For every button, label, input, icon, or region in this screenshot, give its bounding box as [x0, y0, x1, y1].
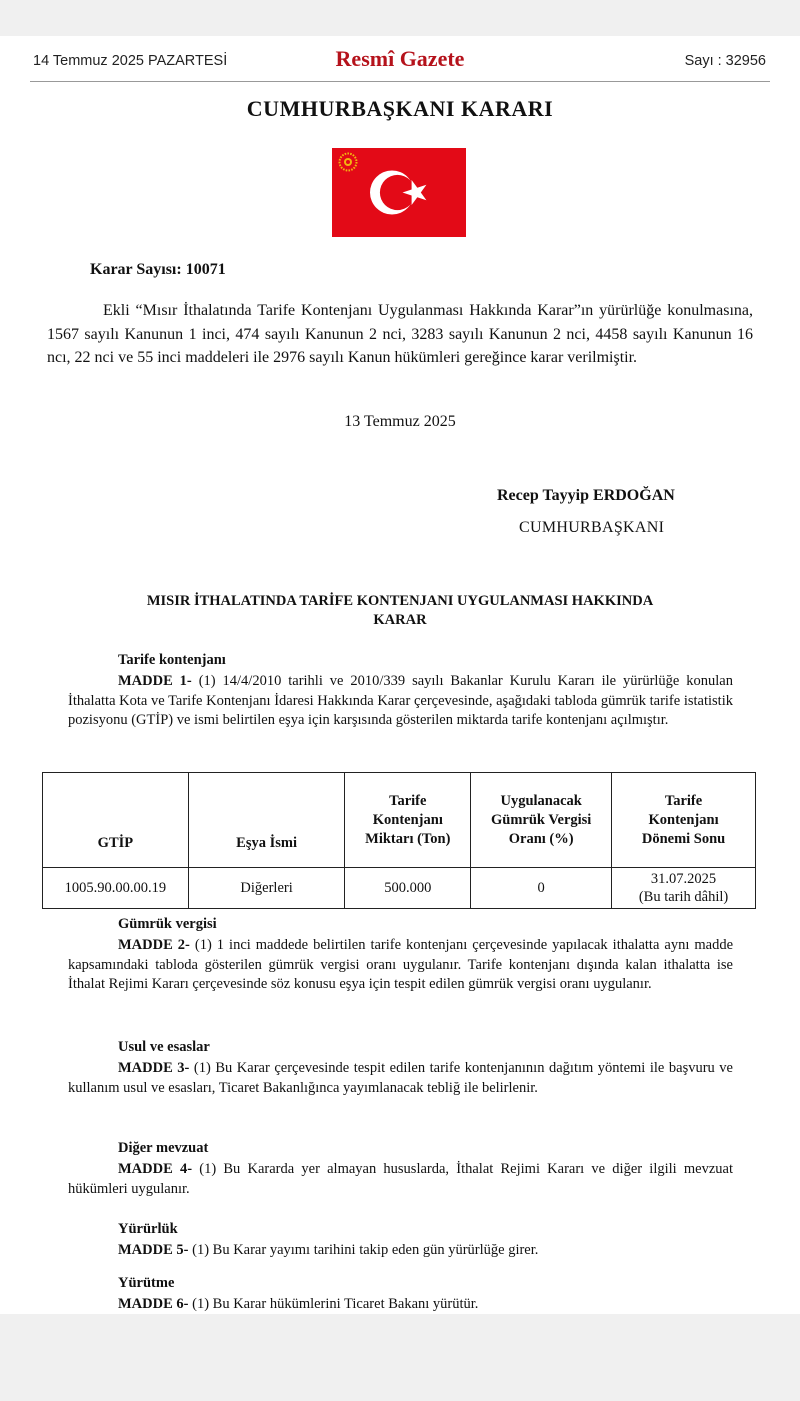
decree-title [60, 592, 740, 630]
article-1-label: MADDE 1- [118, 673, 192, 689]
col-duty-rate: Uygulanacak Gümrük Vergisi Oranı (%) [471, 773, 612, 868]
decision-number: Karar Sayısı: 10071 [90, 261, 226, 278]
signer-title: CUMHURBAŞKANI [519, 519, 665, 536]
gazette-page [0, 36, 800, 1314]
article-6-heading: Yürütme [118, 1275, 175, 1291]
article-6-label: MADDE 6- [118, 1296, 189, 1312]
cell-item-name: Diğerleri [188, 868, 345, 909]
article-5-text: (1) Bu Karar yayımı tarihini takip eden gün yürürlüğe girer. [192, 1242, 539, 1258]
intro-text: Ekli “Mısır İthalatında Tarife Kontenjanı Uygulanması Hakkında Karar”ın yürürlüğe konulmasına, 1567 sayılı Kanunun 1 inci, 474 sayılı Kanunun 2 nci, 3283 sayılı Kanunun 2 nci, 4458 sayılı Kanunun 16 ncı, 22 nci ve 55 inci maddeleri ile 2976 sayılı Kanun hükümleri gereğince karar verilmiştir. [47, 302, 753, 366]
article-1-text: (1) 14/4/2010 tarihli ve 2010/339 sayılı Bakanlar Kurulu Kararı ile yürürlüğe konulan İthalatta Kota ve Tarife Kontenjanı İdaresi Hakkında Karar çerçevesinde, aşağıdaki tabloda gümrük tarife istatistik pozisyonu (GTİP) ve ismi belirtilen eşya için karşısında gösterilen miktarda tarife kontenjanı açılmıştır. [68, 673, 733, 728]
publication-date: 14 Temmuz 2025 PAZARTESİ [33, 53, 228, 69]
masthead-divider [30, 81, 770, 82]
cell-quantity: 500.000 [345, 868, 471, 909]
article-5-label: MADDE 5- [118, 1242, 189, 1258]
flag-emblem-icon [332, 148, 466, 237]
col-item-name: Eşya İsmi [188, 773, 345, 868]
article-2-heading: Gümrük vergisi [118, 916, 217, 932]
end-date: 31.07.2025 [650, 871, 717, 887]
article-3-label: MADDE 3- [118, 1060, 190, 1076]
col-period-end: Tarife Kontenjanı Dönemi Sonu [612, 773, 756, 868]
article-4-body [68, 1160, 733, 1199]
article-2-body [68, 936, 733, 995]
cell-rate: 0 [471, 868, 612, 909]
gazette-title: Resmî Gazete [335, 46, 465, 71]
article-3-body [68, 1059, 733, 1098]
signer-name: Recep Tayyip ERDOĞAN [497, 487, 675, 504]
presidential-seal-icon [340, 154, 357, 171]
article-2-label: MADDE 2- [118, 937, 190, 953]
article-3-text: (1) Bu Karar çerçevesinde tespit edilen tarife kontenjanının dağıtım yöntemi ile başvuru ve kullanım usul ve esasları, Ticaret Bakanlığınca yayımlanacak tebliğ ile belirlenir. [68, 1060, 733, 1096]
article-4-label: MADDE 4- [118, 1161, 193, 1177]
article-4-text: (1) Bu Kararda yer almayan hususlarda, İthalat Rejimi Kararı ve diğer ilgili mevzuat hükümleri uygulanır. [68, 1161, 733, 1197]
article-3-heading: Usul ve esaslar [118, 1039, 210, 1055]
decree-title-line1: MISIR İTHALATINDA TARİFE KONTENJANI UYGULANMASI HAKKINDA [146, 593, 654, 609]
table-row [43, 868, 756, 909]
article-6-body [68, 1295, 733, 1315]
masthead [0, 36, 800, 86]
tariff-quota-table [42, 772, 756, 909]
article-5-heading: Yürürlük [118, 1221, 178, 1237]
page-heading: CUMHURBAŞKANI KARARI [246, 96, 554, 121]
signed-date: 13 Temmuz 2025 [344, 413, 456, 430]
turkish-flag [332, 148, 466, 237]
article-1-body [68, 672, 733, 731]
cell-end-date [612, 868, 756, 909]
article-5-body [68, 1241, 733, 1261]
col-gtip: GTİP [43, 773, 189, 868]
decree-title-line2: KARAR [373, 612, 427, 628]
article-2-text: (1) 1 inci maddede belirtilen tarife kontenjanı çerçevesinde yapılacak ithalatta aynı madde kapsamındaki tabloda gösterilen gümrük vergisi oranı uygulanır. Tarife kontenjanı dışında kalan ithalatta ise İthalat Rejimi Kararı çerçevesinde söz konusu eşya için tespit edilen gümrük vergisi oranı uygulanır. [68, 937, 734, 992]
end-date-note: (Bu tarih dâhil) [638, 889, 729, 905]
issue-number: Sayı : 32956 [684, 53, 766, 69]
article-4-heading: Diğer mevzuat [118, 1140, 209, 1156]
table-header-row [43, 773, 756, 868]
cell-gtip: 1005.90.00.00.19 [43, 868, 189, 909]
intro-paragraph [47, 299, 753, 370]
col-quota-amount: Tarife Kontenjanı Miktarı (Ton) [345, 773, 471, 868]
article-6-text: (1) Bu Karar hükümlerini Ticaret Bakanı yürütür. [192, 1296, 479, 1312]
article-1-heading: Tarife kontenjanı [118, 652, 226, 668]
